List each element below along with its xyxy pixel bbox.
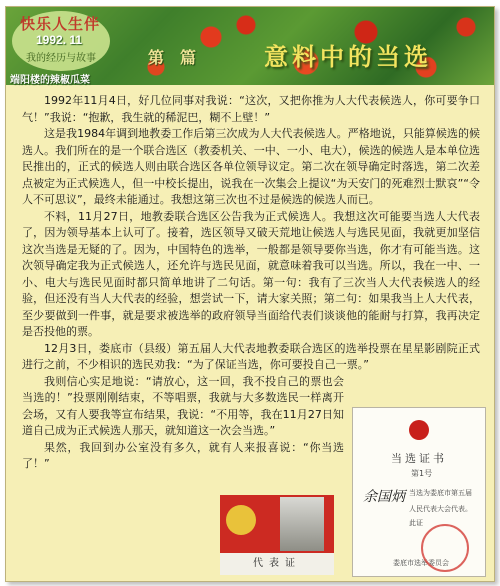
certificate-issuer: 娄底市选举委员会 xyxy=(393,559,449,567)
certificate-number: 第1号 xyxy=(411,469,433,478)
certificate-title: 当选证书 xyxy=(391,452,447,465)
paragraph: 不料，11月27日，地教委联合选区公告我为正式候选人。我想这次可能要当选人大代表了，因为领导基本上认可了。接着，选区领导又破天荒地让候选人与选民见面，我就更加坚信这次当选是无疑的了。因为，中国特色的选举，一般都是领导要你当选，你才有可能当选。这次领导确定我为正式候选人，还允许与选民见面，就意味着我可以当选。所以，我在一中、一小、电大与选民见面时都只简单地讲了二句话。第一句：我有了三次当人大代表候选人的经验，但还没有当人大代表的经验，想尝试一下，请大家关照；第二句：如果我当上人大代表，至少要做到一件事，就是要求被选举的政府领导当面给代表们谈谈他的能耐与打算，我再决定是否投他的票。 xyxy=(22,209,480,338)
series-date: 1992. 11 xyxy=(36,33,83,47)
certificate-name: 余国炳 xyxy=(363,490,405,505)
paragraph: 12月3日，娄底市（县级）第五届人大代表地教委联合选区的选举投票在星星影剧院正式进行之前，不少相识的选民劝我：“为了保证当选，你可要投自己一票。” xyxy=(22,341,480,371)
election-certificate-photo xyxy=(352,407,486,577)
paragraph: 1992年11月4日，好几位同事对我说：“这次，又把你推为人大代表候选人，你可要争口气！”我说：“抱歉，我生就的稀泥巴，糊不上壁！” xyxy=(22,94,480,124)
series-title: 快乐人生伴 xyxy=(20,17,101,33)
paragraph: 果然，我回到办公室没有多久，就有人来报喜说：“你当选了！” xyxy=(22,440,344,470)
certificate-line: 此证 xyxy=(409,519,423,527)
paragraph: 我则信心实足地说：“请放心，这一回，我不投自己的票也会当选的！”投票刚刚结束，不等唱票，我就与大多数选民一样离开会场，又有人要我等宣布结果，我说：“不用等，我在11月27日知道自己成为正式候选人那天，就知道这一次会当选。” xyxy=(22,374,344,437)
national-emblem-icon xyxy=(409,420,429,440)
page-frame xyxy=(5,6,495,582)
certificate-line: 当选为娄底市第五届 xyxy=(409,489,472,497)
card-label: 代表证 xyxy=(220,553,334,575)
source-label: 端阳楼的辣椒瓜菜 xyxy=(10,75,90,86)
chapter-label: 第 篇 xyxy=(148,50,203,67)
story-title: 意料中的当选 xyxy=(264,45,432,71)
series-subtitle: 我的经历与故事 xyxy=(26,53,96,64)
header-banner xyxy=(6,7,494,85)
certificate-line: 人民代表大会代表。 xyxy=(409,505,472,513)
delegate-card-photo xyxy=(220,495,334,575)
paragraph: 这是我1984年调到地教委工作后第三次成为人大代表候选人。严格地说，只能算候选的候选人。我们所在的是一个联合选区（教委机关、一中、一小、电大），候选的候选人是本单位选民推出的，正式的候选人则由联合选区各单位领导议定。第二次在领导确定时落选，第二次差点被定为正式候选人，但一中校长提出，说我在一次集会上提议“为天安门的死难烈士默哀”“令人不可思议”，最终未能通过。我想这第三次也不过是候选的候选人而已。 xyxy=(22,127,480,206)
portrait-photo xyxy=(280,497,324,551)
national-emblem-icon xyxy=(226,505,256,535)
official-seal-icon xyxy=(421,524,469,572)
